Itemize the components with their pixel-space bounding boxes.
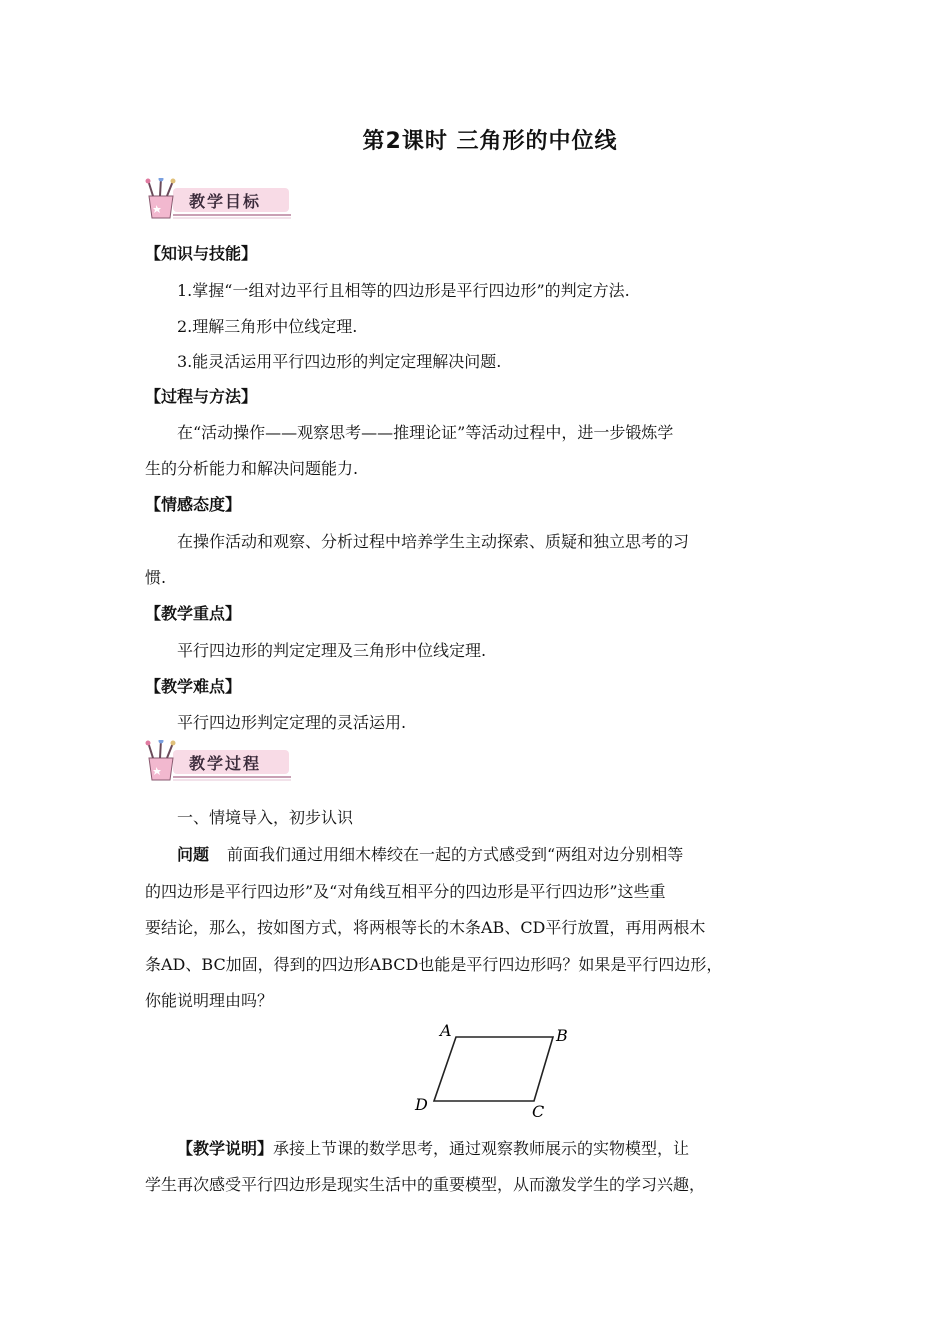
difficulty-text: 平行四边形判定定理的灵活运用. [177, 713, 407, 732]
teaching-note-first-line [177, 1138, 689, 1160]
process-text: 生的分析能力和解决问题能力. [145, 459, 359, 478]
question-text: 要结论，那么，按如图方式，将两根等长的木条AB、CD平行放置，再用两根木 [145, 918, 706, 937]
question-text: 条AD、BC加固，得到的四边形ABCD也能是平行四边形吗？如果是平行四边形， [145, 955, 723, 974]
page-title: 第2课时 三角形的中位线 [362, 129, 618, 154]
emotion-text: 惯. [145, 568, 167, 587]
banner-label: 教学过程 [189, 754, 262, 773]
question-text: 前面我们通过用细木棒绞在一起的方式感受到“两组对边分别相等 [227, 845, 684, 864]
vertex-label-b: B [556, 1026, 568, 1045]
difficulty-heading: 【教学难点】 [145, 677, 242, 696]
vertex-label-d: D [415, 1095, 428, 1114]
teaching-note-text: 学生再次感受平行四边形是现实生活中的重要模型，从而激发学生的学习兴趣， [145, 1175, 706, 1194]
question-text: 你能说明理由吗？ [145, 991, 274, 1010]
banner-label: 教学目标 [189, 192, 262, 211]
knowledge-item: 1.掌握“一组对边平行且相等的四边形是平行四边形”的判定方法. [177, 281, 630, 300]
teaching-note-text: 承接上节课的数学思考，通过观察教师展示的实物模型，让 [273, 1139, 690, 1158]
process-text: 在“活动操作——观察思考——推理论证”等活动过程中，进一步锻炼学 [177, 423, 674, 442]
parallelogram-diagram [408, 1020, 578, 1120]
vertex-label-a: A [440, 1021, 452, 1040]
key-text: 平行四边形的判定定理及三角形中位线定理. [177, 641, 487, 660]
knowledge-item: 2.理解三角形中位线定理. [177, 317, 358, 336]
parallelogram-shape [434, 1037, 553, 1101]
section-title: 一、情境导入，初步认识 [177, 808, 354, 827]
emotion-text: 在操作活动和观察、分析过程中培养学生主动探索、质疑和独立思考的习 [177, 532, 690, 551]
teaching-note-label: 【教学说明】 [177, 1139, 274, 1158]
section-banner-process [143, 740, 293, 784]
question-label: 问题 [177, 845, 210, 864]
vertex-label-c: C [532, 1102, 545, 1120]
question-first-line [177, 844, 683, 866]
key-heading: 【教学重点】 [145, 604, 242, 623]
knowledge-heading: 【知识与技能】 [145, 244, 258, 263]
process-heading: 【过程与方法】 [145, 387, 258, 406]
section-banner-goals [143, 178, 293, 222]
parallelogram-figure [408, 1020, 578, 1120]
question-text: 的四边形是平行四边形”及“对角线互相平分的四边形是平行四边形”这些重 [145, 882, 666, 901]
emotion-heading: 【情感态度】 [145, 495, 242, 514]
knowledge-item: 3.能灵活运用平行四边形的判定定理解决问题. [177, 352, 502, 371]
